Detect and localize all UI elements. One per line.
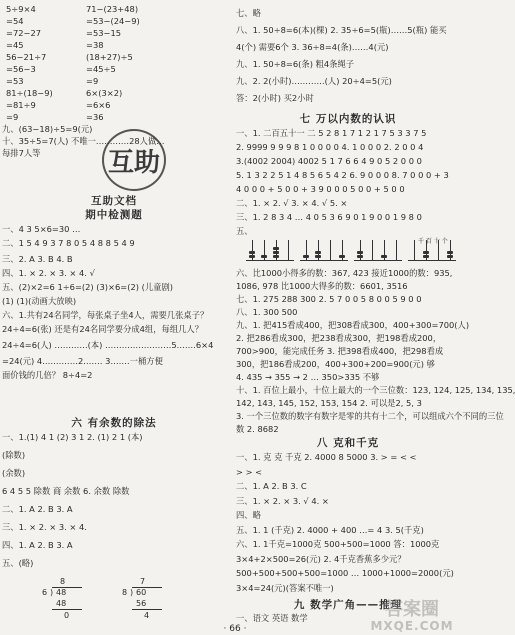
answer-line: 一、1. 二百五十一 二 5 2 8 1 7 1 2 1 7 5 3 3 7 5 <box>236 128 427 138</box>
answer-line: 2. 把286看成300，把238看成300，把198看成200， <box>236 333 442 343</box>
answer-line: 五、 <box>236 226 253 236</box>
answer-line: 九、(63−18)÷5=9(元) <box>2 124 93 134</box>
answer-line: 二、1. × 2. √ 3. × 4. √ 5. × <box>236 198 348 208</box>
calc-row <box>2 100 222 111</box>
answer-line: 500+500+500+500=1000 … 1000+1000=2000(元) <box>236 568 454 578</box>
answer-line: 700>900，能完成任务 3. 把398看成400，把298看成 <box>236 346 444 356</box>
answer-line: > > < <box>236 466 263 477</box>
answer-line: 八、1. 50÷8=6(本)(棵) 2. 35÷6=5(瓶)……5(瓶) 能买 <box>236 25 447 35</box>
site-watermark: 答案圈 MXQE.COM <box>370 599 454 633</box>
answer-line: 六、1.共有24名同学，每张桌子坐4人，需要几张桌子？ <box>2 310 209 320</box>
answer-line: 一、4 3 5×6=30 … <box>2 224 81 234</box>
answer-line: 300，把186看成200，400+300+200=900(元) 够 <box>236 359 435 369</box>
calc-left: 81÷(18−9) <box>6 88 53 98</box>
calc-left: =56−3 <box>6 64 36 74</box>
calc-right: =6×6 <box>86 100 111 110</box>
calc-left: 56−21÷7 <box>6 52 47 62</box>
answer-line: 答：2(小时) 买2小时 <box>236 93 314 103</box>
answer-line: 八、1. 300 500 <box>236 307 298 317</box>
answer-line: 三、1. 2 8 3 4 … 4 0 5 3 6 9 0 1 9 0 0 1 9 8 0 <box>236 212 422 222</box>
answer-line: 4(个) 需要6个 3. 36÷8=4(条)……4(元) <box>236 42 389 52</box>
answer-line: 四、略 <box>236 510 261 520</box>
answer-line: 七、略 <box>236 8 261 18</box>
answer-line: 4. 435 → 355 → 2 … 350>335 不够 <box>236 372 380 382</box>
calc-left: =81÷9 <box>6 100 36 110</box>
left-column <box>2 2 226 627</box>
answer-line: 七、1. 275 288 300 2. 5 7 0 0 5 8 0 0 5 9 0 0 <box>236 294 422 304</box>
abacus-diagrams <box>246 238 456 264</box>
answer-line: 五、1. 1 (千克) 2. 4000 + 400 …= 4 3. 5(千克) <box>236 524 424 535</box>
answer-line: 数 2. 8682 <box>236 424 279 434</box>
answer-line: 十、35÷5=7(人) 不唯一…………28人做… <box>2 136 165 146</box>
answer-line: 1086, 978 比1000大得多的数：6601, 3516 <box>236 281 408 291</box>
calc-right: =53−15 <box>86 28 122 38</box>
abacus-1 <box>246 238 294 261</box>
answer-line: 二、1. A 2. B 3. A <box>2 504 73 514</box>
answer-line: 五、(2)×2=6 1÷6=(2) (3)×6=(2) (儿童剧) <box>2 282 173 292</box>
answer-line: 四、1. A 2. B 3. A <box>2 540 73 550</box>
calc-left: =53 <box>6 76 24 86</box>
answer-line: (1) (1)(动画大放映) <box>2 296 77 306</box>
calc-right: 71−(23+48) <box>86 4 139 14</box>
section-7-title: 七 万以内数的认识 <box>299 113 397 125</box>
long-division-1: 8 6 ) 48 48 0 <box>42 577 102 623</box>
abacus-label: 千 百 十 个 <box>418 238 448 245</box>
answer-line: 3×4=24(元)(答案不唯一) <box>236 582 334 593</box>
calc-row <box>2 76 222 87</box>
answer-line: 四、1. × 2. × 3. × 4. √ <box>2 268 95 278</box>
calc-right: =45÷5 <box>86 64 116 74</box>
calc-left: =54 <box>6 16 24 26</box>
right-column <box>236 2 515 627</box>
section-8-title: 八 克和千克 <box>316 437 380 449</box>
answer-line: 一、1.(1) 4 1 (2) 3 1 2. (1) 2 1 (本) <box>2 432 143 442</box>
calc-right: =38 <box>86 40 104 50</box>
section-9-title: 九 数学广角——推理 <box>293 599 403 611</box>
abacus-3 <box>354 238 402 261</box>
answer-line: 十、1. 百位上最小，十位上最大的一个三位数：123, 124, 125, 134, 135, <box>236 385 515 395</box>
answer-line: 一、语文 英语 数学 <box>236 613 308 623</box>
long-division-2: 7 8 ) 60 56 4 <box>122 577 182 623</box>
answer-line: =24(元) 4.…………2.…… 3.……一桶方便 <box>2 356 163 366</box>
answer-line: 面价钱的几倍？ 8÷4=2 <box>2 370 93 380</box>
calc-left: =45 <box>6 40 24 50</box>
calc-left: 5÷9×4 <box>6 4 36 14</box>
answer-line: 一、1. 克 克 千克 2. 4000 8 5000 3. > = < < <box>236 452 417 462</box>
calc-right: 6×(3×2) <box>86 88 123 98</box>
page-number: · 66 · <box>223 624 247 634</box>
calc-right: (18+27)÷5 <box>86 52 133 62</box>
calc-row <box>2 88 222 99</box>
hu-zhu-stamp: 互助 <box>102 129 166 191</box>
calc-left: =9 <box>6 112 19 122</box>
answer-line: 二、1. A 2. B 3. C <box>236 481 307 491</box>
answer-line: 每排7人等 <box>2 148 41 158</box>
answer-line: 三、2. A 3. B 4. B <box>2 254 73 264</box>
midterm-title: 期中检测题 <box>85 209 143 221</box>
answer-line: 6 4 5 5 除数 商 余数 6. 余数 除数 <box>2 486 130 496</box>
answer-line: (除数) <box>2 450 26 460</box>
calc-right: =36 <box>86 112 104 122</box>
calc-row <box>2 4 222 15</box>
answer-line: 4 0 0 0 + 5 0 0 + 3 9 0 0 0 5 0 0 + 5 0 0 <box>236 184 405 194</box>
calc-row <box>2 28 222 39</box>
answer-line: 二、1 5 4 9 3 7 8 0 5 4 8 8 5 4 9 <box>2 238 135 248</box>
calc-row <box>2 16 222 27</box>
answer-line: 三、1. × 2. × 3. √ 4. × <box>236 495 329 506</box>
answer-line: 三、1. × 2. × 3. × 4. <box>2 522 87 532</box>
calc-left: =72−27 <box>6 28 42 38</box>
answer-line: 2. 9999 9 9 9 8 1 0 0 0 0 4. 1 0 0 0 2. 2 0 0 4 <box>236 142 424 152</box>
calc-right: =53−(24−9) <box>86 16 140 26</box>
calc-row <box>2 40 222 51</box>
answer-line: 九、1. 把415看成400，把308看成300，400+300=700(人) <box>236 320 470 330</box>
calc-right: =9 <box>86 76 99 86</box>
calc-row <box>2 52 222 63</box>
answer-line: 24÷4=6(张) 还是有24名同学要分成4组，每组几人？ <box>2 324 204 334</box>
answer-line: 五、(略) <box>2 558 34 568</box>
answer-line: 142, 143, 145, 152, 153, 154 2. 可以是2, 5, 3 <box>236 398 422 408</box>
answer-line: 六、1. 1千克=1000克 500+500=1000 答：1000克 <box>236 539 440 549</box>
answer-line: 5. 1 3 2 2 5 1 4 8 5 6 5 4 2 6. 9 0 0 0 8. 7 0 0 0 + 3 <box>236 170 449 180</box>
answer-line: 24÷4=6(人) …………(本) ……………………5.……6×4 <box>2 340 214 350</box>
answer-line: 六、比1000小得多的数：367, 423 接近1000的数：935, <box>236 268 453 278</box>
calc-row <box>2 64 222 75</box>
section-6-title: 六 有余数的除法 <box>71 417 157 429</box>
answer-line: (余数) <box>2 468 26 478</box>
answer-line: 3.(4002 2004) 4002 5 1 7 6 6 4 9 0 5 2 0 0 0 <box>236 156 422 166</box>
calc-row <box>2 112 222 123</box>
answer-line: 九、1. 50÷8=6(条) 粗4条绳子 <box>236 59 355 69</box>
answer-line: 3. 一个三位数的数字有数字是零的共有十二个，可以组成六个不同的三位 <box>236 411 504 421</box>
answer-line: 九、2. 2(小时)…………(人) 20÷4=5(元) <box>236 76 392 86</box>
answer-line: 3×4+2×500=26(元) 2. 4千克香蕉多少元？ <box>236 553 406 564</box>
stamp-caption: 互助文档 <box>91 195 137 207</box>
abacus-2 <box>300 238 348 261</box>
